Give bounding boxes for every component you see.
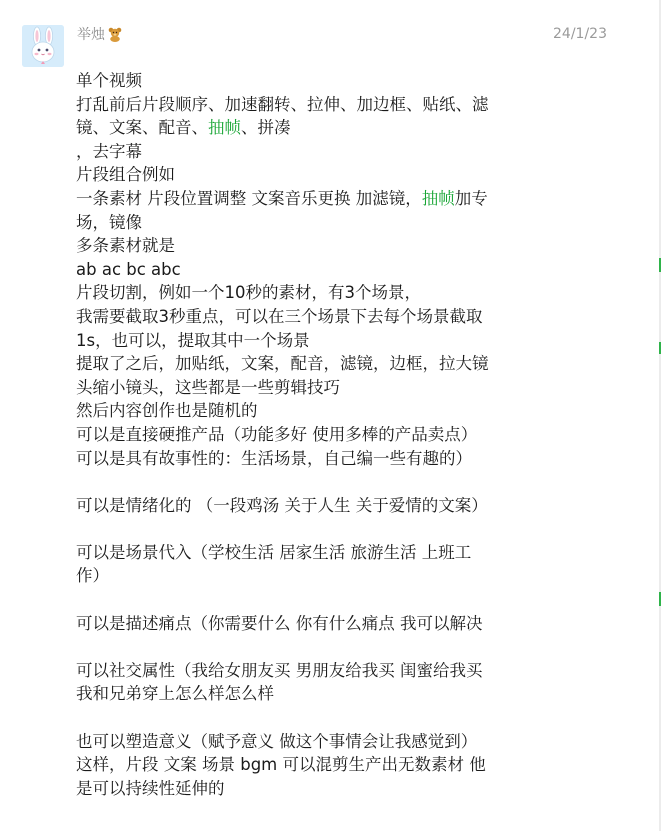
bunny-avatar-icon (22, 25, 64, 67)
message-line (76, 753, 526, 777)
blank-line (76, 517, 526, 541)
text-segment: 打乱前后片段顺序、加速翻转、拉伸、加边框、贴纸、滤 (76, 94, 489, 114)
text-segment: 我和兄弟穿上怎么样怎么样 (76, 684, 274, 704)
text-segment: 是可以持续性延伸的 (76, 778, 225, 798)
text-segment: 可以是描述痛点（你需要什么 你有什么痛点 我可以解决 (76, 613, 483, 633)
message-body[interactable] (76, 69, 526, 800)
text-segment: 场，镜像 (76, 212, 142, 232)
message-line (76, 140, 526, 164)
text-segment: 镜、文案、配音、 (76, 118, 208, 138)
message-line (76, 447, 526, 471)
text-segment: 然后内容创作也是随机的 (76, 401, 258, 421)
highlighted-keyword[interactable]: 抽帧 (421, 188, 455, 208)
blank-line (76, 706, 526, 730)
message-line (76, 163, 526, 187)
sender-avatar[interactable] (22, 25, 64, 67)
message-line (76, 329, 526, 353)
text-segment: 一条素材 片段位置调整 文案音乐更换 加滤镜， (76, 188, 422, 208)
text-segment: 多条素材就是 (76, 236, 175, 256)
message-line (76, 612, 526, 636)
text-segment: 头缩小镜头，这些都是一些剪辑技巧 (76, 377, 340, 397)
text-segment: 可以是具有故事性的：生活场景，自己编一些有趣的） (76, 448, 472, 468)
text-segment: 1s，也可以，提取其中一个场景 (76, 330, 310, 350)
text-segment: 这样，片段 文案 场景 bgm 可以混剪生产出无数素材 他 (76, 755, 486, 775)
message-line (76, 564, 526, 588)
text-segment: ，去字幕 (76, 141, 142, 161)
highlighted-keyword[interactable]: 抽帧 (208, 118, 241, 138)
text-segment: 我需要截取3秒重点，可以在三个场景下去每个场景截取 (76, 306, 483, 326)
blank-line (76, 635, 526, 659)
message-line (76, 281, 526, 305)
text-segment: 、拼凑 (241, 118, 291, 138)
message-line (76, 305, 526, 329)
message-line (76, 352, 526, 376)
text-segment: 可以是情绪化的 （一段鸡汤 关于人生 关于爱情的文案） (76, 495, 488, 515)
text-segment: 也可以塑造意义（赋予意义 做这个事情会让我感觉到） (76, 731, 478, 751)
message-line (76, 258, 526, 282)
message-timestamp: 24/1/23 (553, 26, 607, 42)
message-line (76, 376, 526, 400)
message-line (76, 399, 526, 423)
text-segment: 作） (76, 566, 109, 586)
blank-line (76, 588, 526, 612)
message-line (76, 211, 526, 235)
message-line (76, 494, 526, 518)
text-segment: 片段切割，例如一个10秒的素材，有3个场景， (76, 283, 421, 303)
message-line (76, 93, 526, 117)
message-line (76, 541, 526, 565)
sender-name[interactable]: 举烛 (77, 27, 105, 43)
text-segment: 可以社交属性（我给女朋友买 男朋友给我买 闺蜜给我买 (76, 660, 483, 680)
text-segment: 单个视频 (76, 71, 142, 90)
sender-info (77, 24, 123, 44)
text-segment: 可以是直接硬推产品（功能多好 使用多棒的产品卖点） (76, 424, 478, 444)
text-segment: 片段组合例如 (76, 165, 175, 185)
text-segment: 可以是场景代入（学校生活 居家生活 旅游生活 上班工 (76, 542, 472, 562)
text-segment: 提取了之后，加贴纸，文案，配音，滤镜，边框，拉大镜 (76, 354, 489, 374)
message-line (76, 730, 526, 754)
message-line (76, 234, 526, 258)
message-line (76, 69, 526, 93)
message-line (76, 659, 526, 683)
bear-icon (107, 26, 123, 42)
message-line (76, 116, 526, 140)
message-line (76, 777, 526, 801)
message-line (76, 187, 526, 211)
text-segment: ab ac bc abc (76, 259, 181, 279)
blank-line (76, 470, 526, 494)
message-line (76, 682, 526, 706)
message-line (76, 423, 526, 447)
text-segment: 加专 (454, 188, 488, 208)
